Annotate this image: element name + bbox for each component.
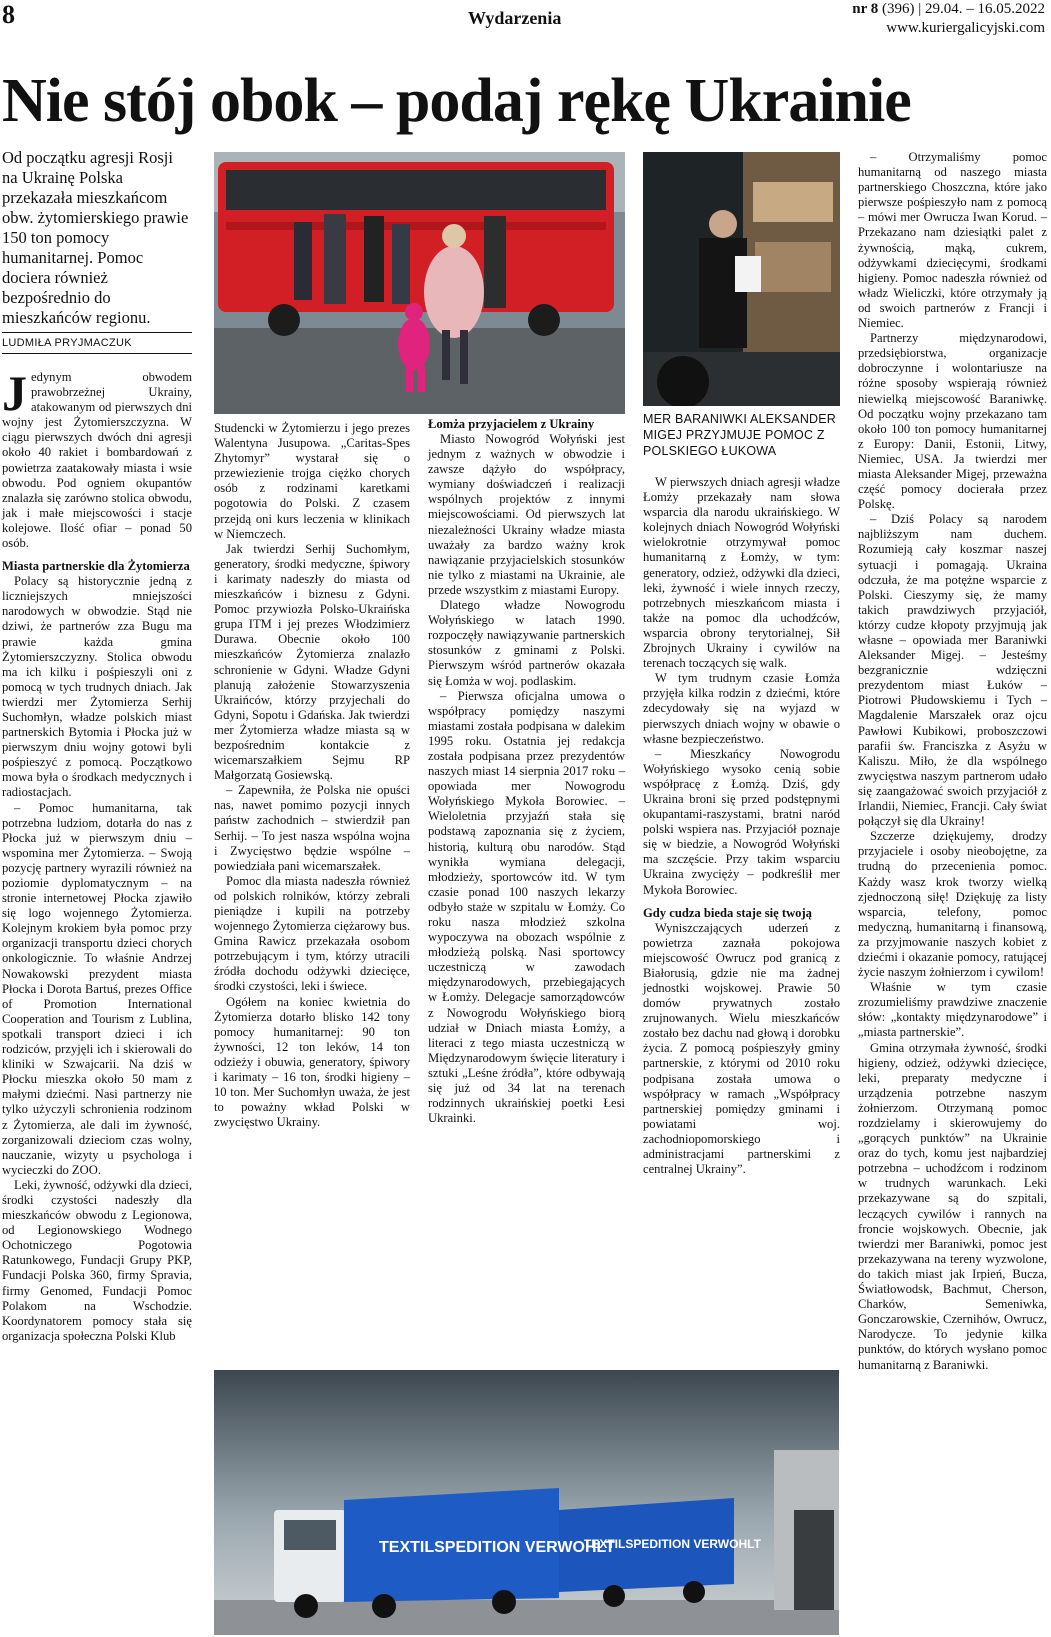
paragraph: W tym trudnym czasie Łomża przyjęła kilka rodzin z dziećmi, które zdecydowały się na wyjazd w pierwszych dniach wojny w obawie o własne bezpieczeństwo. [643,671,840,746]
paragraph: Polacy są historycznie jedną z liczniejszych mniejszości narodowych w obwodzie. Stąd nie dziwi, że partnerów zza Bugu ma prawie każda gmina Żytomierszczyzny. Stolica obwodu ma ich kilku i pośpieszyli oni z pomocą w tych trudnych dniach. Jak twierdzi mer Żytomierza Serhij Suchomłyn, władze polskich miast partnerskich Bytomia i Płocka już w pierwszym dniu wojny gotowi byli pośpieszyć z pomocą. Początkowo mowa była o środkach medycznych i radiostacjach. [2,574,192,800]
paragraph: – Otrzymaliśmy pomoc humanitarną od naszego miasta partnerskiego Choszczna, które jako pierwsze pośpieszyło nam z pomocą – mówi mer Owrucza Iwan Korud. – Przekazano nam dziesiątki palet z żywnością, mąką, cukrem, odżywkami dziecięcymi, środkami higieny. Pomoc nadeszła również od władz Wieliczki, które otrzymały ją od swoich partnerów z Francji i Niemiec. [858,150,1047,331]
paragraph: Gmina otrzymała żywność, środki higieny, odzież, odżywki dziecięce, leki, preparaty medyczne i urządzenia potrzebne naszym żołnierzom. Otrzymaną pomoc rozdzielamy i skierowujemy do „gorących punktów” na Ukrainie oraz do tych, komu jest najbardziej potrzebna – uchodźcom i rodzinom w trudnych warunkach. Leki przekazywane są do szpitali, leczących cywilów i rannych na froncie wojskowych. Obecnie, jak twierdzi mer Baraniwki, pomoc jest przekazywana na tereny wyzwolone, do takich miast jak Irpień, Bucza, Światłowodsk, Bachmut, Cherson, Charków, Semeniwka, Gonczarowskie, Czernihów, Owrucz, Narodycze. To jedynie kilka punktów, do których wysłano pomoc humanitarną z Baraniwki. [858,1040,1047,1372]
subheading: Łomża przyjacielem z Ukrainy [428,417,595,431]
drop-cap: J [2,365,27,421]
photo-trucks [214,1370,839,1635]
truck-lettering-1: TEXTILSPEDITION VERWOHLT [379,1539,615,1556]
subheading: Miasta partnerskie dla Żytomierza [2,559,190,574]
paragraph: Szczerze dziękujemy, drodzy przyjaciele i osoby nieobojętne, za trudną do przecenienia pomoc. Każdy wasz krok tworzy wielką zjednoczoną siłę! Dziękuję za listy wsparcia, telefony, pomoc medyczną, humanitarną i finansową, za przyjmowanie naszych kobiet z dziećmi i okazanie pomocy, ratującej życie naszym żołnierzom i cywilom! [858,829,1047,980]
column-1 [2,365,193,1344]
paragraph: Studencki w Żytomierzu i jego prezes Walentyna Jusupowa. „Caritas-Spes Zhytomyr” wystarał się o przewiezienie trojga ciężko chorych osób z rodzinami karetkami pogotowia do Polski. Z czasem przejdą oni kurs leczenia w klinikach w Niemczech. [214,421,410,541]
headline: Nie stój obok – podaj rękę Ukrainie [2,67,911,135]
column-5 [858,150,1047,1373]
paragraph: Partnerzy międzynarodowi, przedsiębiorstwa, organizacje dobroczynne i wolontariusze na różne sposoby wspierają również niewielką miejscowość Baraniwkę. Od początku wojny przekazano tam około 100 ton pomocy humanitarnej z Europy: Danii, Estonii, Litwy, Niemiec, USA. Ja twierdzi mer miasta Aleksander Migej, przeważna część pomocy docierała przez Polskę. [858,331,1047,512]
paragraph: Jedynym obwodem prawobrzeżnej Ukrainy, atakowanym od pierwszych dni wojny jest Żytomierszczyzna. W ciągu pierwszych dwóch dni agresji około 40 rakiet i bombardowań z powietrza zaatakowały miasta i wsie obwodu. Pod ogniem okupantów znalazła się zarówno stolica obwodu, jak i małe miejscowości i stacje kolejowe. Ilość ofiar – ponad 50 osób. [2,365,192,551]
paragraph: Wyniszczających uderzeń z powietrza zaznała pokojowa miejscowość Owrucz pod granicą z Białorusią, gdzie nie ma żadnej jednostki wojskowej. Prawie 50 domów prywatnych zostało zrujnowanych. Wielu mieszkańców zostało bez dachu nad głową i dorobku życia. Z pomocą pośpieszyły gminy partnerskie, z którymi od 2010 roku podpisana została umowa o współpracy w ramach „Współpracy partnerskiej pomiędzy gminami i powiatami woj. zachodniopomorskiego i administracjami partnerskimi z centralnej Ukrainy”. [643,920,840,1177]
paragraph: Pomoc dla miasta nadeszła również od polskich rolników, którzy zebrali pieniądze i kupili na potrzeby wojennego Żytomierza ciężarowy bus. Gmina Rawicz przekazała osobom potrzebującym i tym, którzy utracili źródła dochodu odżywki dziecięce, środki czystości, leki i świece. [214,873,410,994]
section-title: Wydarzenia [468,8,562,28]
byline: LUDMIŁA PRYJMACZUK [2,332,192,354]
issue-number: nr 8 [852,1,879,17]
paragraph: Dlatego władze Nowogrodu Wołyńskiego w latach 1990. rozpoczęły nawiązywanie partnerskich stosunków z gminami z Polski. Pierwszym wśród partnerów okazała się Łomża w woj. podlaskim. [428,598,625,688]
column-4 [643,475,840,1177]
website-link[interactable]: www.kuriergalicyjski.com [886,20,1045,36]
paragraph: Jak twierdzi Serhij Suchomłym, generatory, środki medyczne, śpiwory i karimaty nadeszły do miasta od mieszkańców i biznesu z Gdyni. Pomoc przywiozła Polsko-Ukraińska grupa ITM i jej prezes Włodzimierz Durawa. Obecnie około 100 mieszkańców Żytomierza znalazło schronienie w Gdyni. Władze Gdyni planują założenie Stowarzyszenia Ukraińców, którzy przyjechali do Gdyni, Sopotu i Gdańska. Jak twierdzi mer Żytomierza władze miasta są w bezpośrednim kontakcie z wicemarszałkiem Sejmu RP Małgorzatą Gosiewską. [214,541,410,783]
paragraph: – Zapewniła, że Polska nie opuści nas, nawet pomimo pozycji innych państw zachodnich – stwierdził pan Serhij. – To jest nasza wspólna wojna i Zwycięstwo będzie wspólne – powiedziała pani wicemarszałek. [214,783,410,873]
paragraph: – Pierwsza oficjalna umowa o współpracy pomiędzy naszymi miastami została podpisana w dalekim 1995 roku. Ostatnia jej redakcja została podpisana przez prezydentów naszych miast 14 sierpnia 2017 roku – opowiada mer Nowogrodu Wołyńskiego Mykoła Borowiec. – Wieloletnia przyjaźń stała się podstawą zapoznania się z życiem, historią, kulturą obu narodów. Stąd wynikła wymiana delegacji, młodzieży, sportowców itd. W tym czasie ponad 100 naszych lekarzy odbyło staże w szpitalu w Łomży. Co roku nasza młodzież szkolna wypoczywa na obozach wspólnie z młodzieżą polską. Nasi sportowcy uczestniczą w zawodach międzynarodowych, przebiegających w Łomży. Delegacje samorządowców z Nowogrodu Wołyńskiego biorą udział w Dniach miasta Łomży, a literaci z tego miasta uczestniczą w Międzynarodowym święcie literatury i sztuki „Leśne źródła”, które odbywają się już od 34 lat na terenach rodzinnych ukraińskiej poetki Łesi Ukrainki. [428,688,625,1126]
column-2 [214,421,410,1130]
paragraph: Właśnie w tym czasie zrozumieliśmy prawdziwe znaczenie słów: „kontakty międzynarodowe” i „miasta partnerskie”. [858,980,1047,1040]
paragraph: W pierwszych dniach agresji władze Łomży przekazały nam słowa wsparcia dla narodu ukraińskiego. W kolejnych dniach Nowogród Wołyński wielokrotnie otrzymywał pomoc humanitarną z Łomży, w tym: generatory, odzież, odżywki dla dzieci, leki, żywność i wiele innych rzeczy, potrzebnych mieszkańcom miasta i także na pomoc dla uchodźców, wsparcia obrony terytorialnej, Sił Zbrojnych Ukrainy i cywilów na terenach toczących się walk. [643,475,840,671]
subheading: Gdy cudza bieda staje się twoją [643,905,812,920]
paragraph: Ogółem na koniec kwietnia do Żytomierza dotarło blisko 142 tony pomocy humanitarnej: 90 ton żywności, 12 ton leków, 14 ton odzieży i obuwia, generatory, śpiwory i karimaty – 16 ton, środki higieny – 10 ton. Mer Suchomłyn uważa, że jest to poważny wkład Polski w zwycięstwo Ukrainy. [214,994,410,1130]
photo-mer-baraniwki [643,152,840,406]
paragraph: Leki, żywność, odżywki dla dzieci, środki czystości nadeszły dla mieszkańców obwodu z Legionowa, od Legionowskiego Wodnego Ochotniczego Pogotowia Ratunkowego, Fundacji Grupy PKP, Fundacji Polska 360, firmy Spravia, firmy Genomed, Fundacji Pomoc Polakom na Wschodzie. Koordynatorem pomocy stała się organizacja społeczna Polski Klub [2,1177,193,1343]
paragraph: – Dziś Polacy są narodem najbliższym nam duchem. Rozumieją cały koszmar naszej sytuacji i pomagają. Ukraina odczuła, że ma potężne wsparcie z Polski. Cieszymy się, że mamy takich prawdziwych przyjaciół, którzy cudze kłopoty przyjmują jak własne – opowiada mer Baraniwki Aleksander Migej. – Jesteśmy bezgranicznie wdzięczni prezydentom miast Łuków – Piotrowi Płudowskiemu i Tych – Magdalenie Marszałek oraz ojcu Pawłowi Kubikowi, proboszczowi parafii św. Franciszka z Asyżu w Kaliszu. Miło, że dla wspólnego zwycięstwa naszym partnerom udało się zaangażować swoich przyjaciół z Irlandii, Niemiec, Francji. Cały świat połączył się dla Ukrainy! [858,512,1047,829]
issue-info [852,0,1045,38]
photo-red-bus [214,152,625,414]
page-number: 8 [2,0,15,29]
column-3 [428,417,625,1126]
paragraph: Miasto Nowogród Wołyński jest jednym z ważnych w obwodzie i zawsze dążyło do współpracy, wymiany doświadczeń i realizacji wspólnych projektów z innymi miejscowościami. Od pierwszych lat niezależności Ukrainy władze miasta uważały za bardzo ważny krok nawiązanie przyjacielskich stosunków nie tylko z miastami na Ukrainie, ale przede wszystkim z miastami Europy. [428,432,625,597]
truck-lettering-2: TEXTILSPEDITION VERWOHLT [584,1537,761,1551]
paragraph: – Mieszkańcy Nowogrodu Wołyńskiego wysoko cenią sobie współpracę z Łomżą. Dziś, gdy Ukraina broni się przed podstępnymi okupantami-raszystami, bratni naród polski wspiera nas. Przyjaciół poznaje się w biedzie, a Nowogród Wołyński ma szczęście. Przy takim wsparciu Ukraina zwycięży – podkreślił mer Mykoła Borowiec. [643,746,840,897]
paragraph: – Pomoc humanitarna, tak potrzebna ludziom, dotarła do nas z Płocka już w pierwszym dniu – wspomina mer Żytomierza. – Swoją pozycję partnery wyrazili również na poziomie dyplomatycznym – na stronie internetowej Płocka zjawiło się logo wojennego Żytomierza. Kolejnym krokiem była pomoc przy organizacji transportu dzieci chorych onkologicznie. To właśnie Andrzej Nowakowski prezydent miasta Płocka i Dorota Bartuś, prezes Office of Promotion International Cooperation and Tourism z Lublina, spotkali transport dzieci i ich rodziców, przyjęli ich i skierowali do kliniki w Szwajcarii. Na dziś w Płocku mieszka około 50 mam z małymi dziećmi. Nasi partnerzy nie tylko użyczyli schronienia rodzinom z Żytomierza, ale dali im żywność, zorganizowali dzieciom czas wolny, nauczanie, wizyty u psychologa i wycieczki do ZOO. [2,800,192,1177]
photo-caption: MER BARANIWKI ALEKSANDER MIGEJ PRZYJMUJE POMOC Z POLSKIEGO ŁUKOWA [643,412,837,458]
lead-paragraph: Od początku agresji Rosji na Ukrainę Polska przekazała mieszkańcom obw. żytomierskiego prawie 150 ton pomocy humanitarnej. Pomoc dociera również bezpośrednio do mieszkańców regionu. [2,148,189,327]
issue-dates: (396) | 29.04. – 16.05.2022 [878,1,1045,17]
